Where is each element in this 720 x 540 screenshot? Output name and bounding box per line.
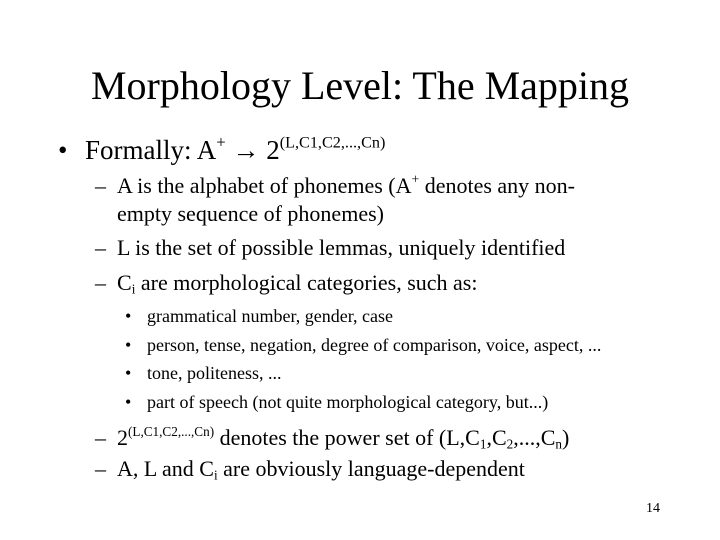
dash-marker: –: [95, 173, 106, 198]
power-set-sub-n: n: [555, 436, 563, 452]
power-set-sub-1: 1: [479, 436, 487, 452]
formally-arrow: → 2: [225, 135, 280, 165]
sub-bullet-power-set: [117, 424, 569, 451]
power-set-ellipsis: ,...,C: [513, 425, 556, 450]
formally-label: Formally: A: [85, 135, 217, 165]
formally-plus: +: [216, 132, 226, 152]
dash-marker: –: [95, 270, 106, 295]
alphabet-text-a: A is the alphabet of phonemes (A: [117, 173, 412, 198]
categories-text: are morphological categories, such as:: [135, 270, 478, 295]
slide-title: Morphology Level: The Mapping: [90, 63, 630, 108]
alphabet-text-b: denotes any non-: [419, 173, 575, 198]
power-set-sub-2: 2: [506, 436, 514, 452]
power-set-exponent: (L,C1,C2,...,Cn): [128, 423, 215, 439]
sub-bullet-lemmas: L is the set of possible lemmas, uniquely identified: [117, 235, 566, 260]
category-item: grammatical number, gender, case: [147, 306, 393, 326]
sub-bullet-alphabet-cont: empty sequence of phonemes): [117, 201, 384, 226]
dot-marker: •: [125, 363, 132, 383]
power-set-base: 2: [117, 425, 128, 450]
sub-bullet-categories: [117, 269, 477, 296]
power-set-close: ): [562, 425, 570, 450]
sub-bullet-alphabet: [117, 172, 575, 199]
dash-marker: –: [95, 456, 106, 481]
dot-marker: •: [125, 306, 132, 326]
bullet-marker: •: [58, 135, 68, 165]
dash-marker: –: [95, 235, 106, 260]
dot-marker: •: [125, 392, 132, 412]
dash-marker: –: [95, 425, 106, 450]
categories-sub-i: i: [131, 281, 136, 297]
dependence-after: are obviously language-dependent: [217, 456, 525, 481]
dot-marker: •: [125, 335, 132, 355]
categories-c: C: [117, 270, 132, 295]
category-item: tone, politeness, ...: [147, 363, 282, 383]
page-number: 14: [646, 501, 660, 516]
bullet-formally: [85, 134, 385, 166]
formally-exponent: (L,C1,C2,...,Cn): [279, 133, 386, 152]
sub-bullet-dependence: [117, 455, 525, 482]
power-set-text: denotes the power set of (L,C: [214, 425, 480, 450]
category-item: part of speech (not quite morphological category, but...): [147, 392, 549, 412]
dependence-sub-i: i: [213, 467, 218, 483]
alphabet-plus: +: [411, 171, 420, 187]
category-item: person, tense, negation, degree of comparison, voice, aspect, ...: [147, 335, 602, 355]
power-set-comma: ,C: [486, 425, 507, 450]
dependence-before: A, L and C: [117, 456, 214, 481]
